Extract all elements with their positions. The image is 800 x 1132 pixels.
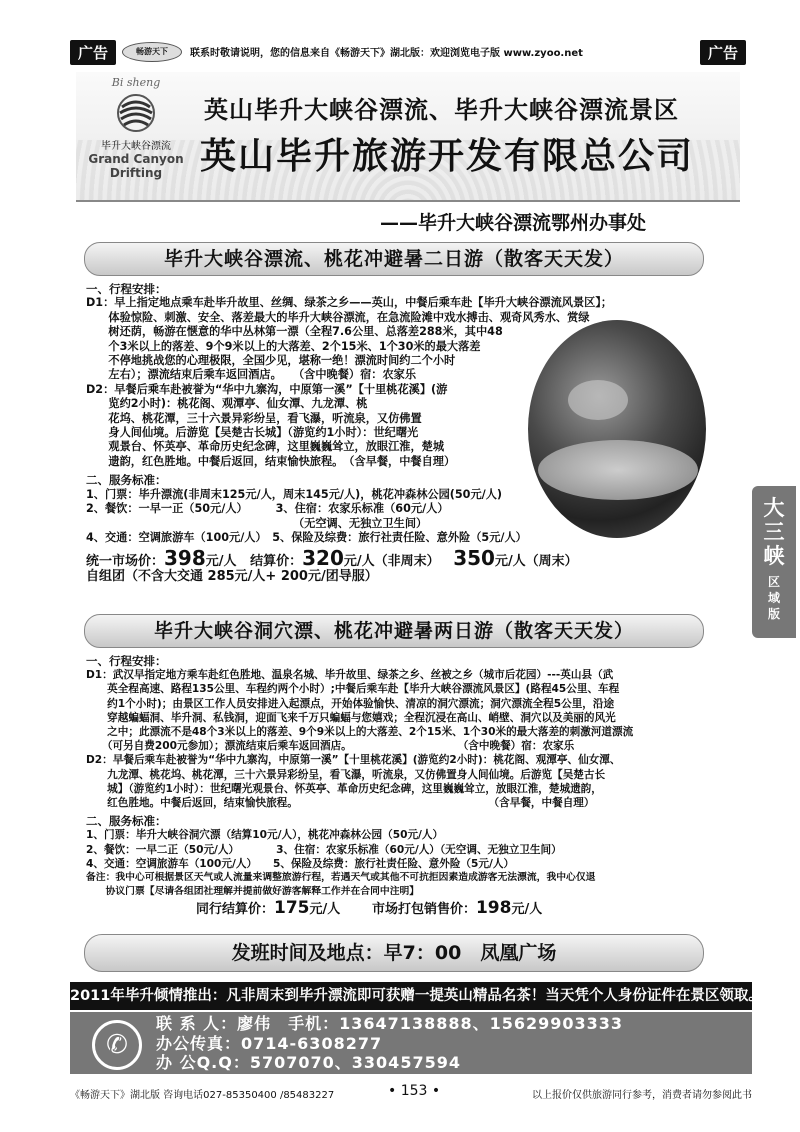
- tour1-service-line: 2、餐饮：一早一正（50元/人） 3、住宿：农家乐标准（60元/人）: [86, 502, 449, 516]
- tour2-schedule-line: D1：武汉早指定地方乘车赴红色胜地、温泉名城、毕升故里、绿茶之乡、丝被之乡（城市后花园）---英山县（武: [86, 669, 614, 682]
- tour1-schedule-line: 身人间仙境。后游览【吴楚古长城】（游览约1小时）：世纪曙光: [86, 426, 419, 440]
- tour2-price-label2: 市场打包销售价：: [371, 902, 476, 918]
- tour2-service-line: 2、餐饮：一早二正（50元/人） 3、住宿：农家乐标准（60元/人）（无空调、无独立卫生间）: [86, 843, 562, 856]
- logo-script: Bi sheng: [111, 76, 161, 89]
- tour1-schedule-heading: 一、行程安排：: [86, 282, 167, 296]
- tour2-note-line: 备注：我中心可根据景区天气或人流量来调整旅游行程，若遇天气或其他不可抗拒因素造成游客无法漂流，我中心仅退: [86, 872, 596, 884]
- tour1-service-line: 1、门票：毕升漂流(非周末125元/人，周末145元/人)，桃花冲森林公园(50元/人): [86, 487, 503, 501]
- side-tab-small: 域: [767, 591, 780, 605]
- side-tab-small: 区: [767, 575, 780, 589]
- tour1-schedule-line: 览约2小时)：桃花阁、观潭亭、仙女潭、九龙潭、桃: [86, 397, 368, 411]
- tour2-schedule-line: 穿越蝙蝠洞、毕升洞、私钱洞，迎面飞来千万只蝙蝠与您嬉戏；全程沉浸在高山、峭壁、洞穴以及美丽的风光: [86, 711, 616, 724]
- tour2-schedule-heading: 一、行程安排：: [86, 654, 167, 668]
- company-banner: [76, 72, 740, 202]
- tour2-title: 毕升大峡谷洞穴漂、桃花冲避暑两日游（散客天天发）: [84, 614, 704, 648]
- magazine-logo: 畅游天下: [122, 42, 182, 62]
- tour2-schedule-line: D2：早餐后乘车赴被誉为“华中九寨沟，中原第一溪”【十里桃花溪】(游览约2小时)：桃花阁、观潭亭、仙女潭、: [86, 754, 621, 767]
- tour1-service-heading: 二、服务标准：: [86, 473, 167, 488]
- ad-label-left: 广告: [70, 40, 116, 65]
- tour1-schedule-line: 体验惊险、刺激、安全、落差最大的毕升大峡谷漂流，在急流险滩中戏水搏击、观奇风秀水、赏绿: [86, 310, 590, 324]
- logo-cn-text: 毕升大峡谷漂流: [101, 141, 171, 152]
- tour2-price1: 175: [274, 898, 310, 919]
- banner-title: 英山毕升旅游开发有限总公司: [200, 135, 695, 177]
- tour2-schedule-line: 英全程高速、路程135公里、车程约两个小时）;中餐后乘车赴【毕升大峡谷漂流风景区】(路程45公里、车程: [86, 683, 620, 696]
- top-bar: [70, 40, 746, 62]
- phone-icon: ✆: [92, 1020, 142, 1070]
- tour2-schedule-line: 之中；此漂流不是48个3米以上的落差、9个9米以上的大落差、2个15米、1个30米的最大落差的刺激河道漂流: [86, 726, 634, 739]
- side-tab-small: 版: [767, 607, 780, 621]
- ad-label-right: 广告: [700, 40, 746, 65]
- tour2-schedule-line: 约1个小时)；由景区工作人员安排进入起漂点，开始体验愉快、清凉的洞穴漂流；洞穴漂流全程5公里，沿途: [86, 697, 615, 710]
- tour1-price1: 398: [164, 546, 206, 571]
- tour1-service-line: （无空调、无独立卫生间）: [86, 516, 428, 530]
- promo-banner: 2011年毕升倾情推出：凡非周末到毕升漂流即可获赠一提英山精品名茶！当天凭个人身份证件在景区领取。: [70, 982, 752, 1010]
- contact-lines: [156, 1014, 623, 1073]
- page-number: • 153 •: [388, 1083, 441, 1099]
- tour2-price2: 198: [475, 898, 512, 919]
- tour1-price-unit2: 元/人（非周末）: [343, 554, 440, 570]
- logo-mark-icon: [114, 93, 158, 133]
- side-tab-char: 三: [763, 520, 785, 544]
- contact-panel: [70, 1012, 752, 1074]
- tour1-schedule-line: D2：早餐后乘车赴被誉为“华中九寨沟，中原第一溪”【十里桃花溪】(游: [86, 382, 448, 396]
- footer-disclaimer: 以上报价仅供旅游同行参考，消费者请勿参阅此书: [532, 1090, 752, 1101]
- logo-en-line1: Grand Canyon: [88, 152, 184, 166]
- departure-info: 发班时间及地点：早7：00 凤凰广场: [84, 934, 704, 972]
- tour1-schedule-line: 树还荫，畅游在惬意的华中丛林第一漂（全程7.6公里、总落差288米，其中48: [86, 325, 503, 339]
- tour2-schedule-line: 红色胜地。中餐后返回，结束愉快旅程。 （含早餐，中餐自理）: [86, 797, 595, 810]
- tour1-schedule-line: 左右）；漂流结束后乘车返回酒店。 （含中晚餐）宿：农家乐: [86, 368, 417, 382]
- contact-fax: 办公传真：0714-6308277: [156, 1033, 383, 1053]
- region-side-tab: [752, 486, 796, 638]
- side-tab-char: 峡: [763, 544, 785, 568]
- tour1-price-line: [86, 546, 746, 571]
- top-note: 联系时敬请说明，您的信息来自《畅游天下》湖北版：欢迎浏览电子版 www.zyoo.net: [190, 48, 583, 59]
- tour1-schedule-line: 观景台、怀英亭、革命历史纪念碑，这里巍巍耸立，放眼江淮，楚城: [86, 440, 445, 454]
- tour2-service-heading: 二、服务标准：: [86, 814, 167, 829]
- tour1-schedule-line: 花坞、桃花潭，三十六景异彩纷呈，看飞瀑，听流泉，又仿佛置: [86, 411, 422, 425]
- logo-en-line2: Drifting: [109, 166, 163, 180]
- tour2-schedule-line: （可另自费200元参加）；漂流结束后乘车返回酒店。 （含中晚餐）宿：农家乐: [86, 740, 575, 753]
- office-name: ——毕升大峡谷漂流鄂州办事处: [380, 212, 647, 234]
- tour1-price-unit1: 元/人: [205, 554, 237, 570]
- tour1-group-note: 自组团（不含大交通 285元/人+ 200元/团导服）: [86, 568, 378, 584]
- tour2-service-line: 4、交通：空调旅游车（100元/人） 5、保险及综费：旅行社责任险、意外险（5元/人）: [86, 857, 515, 870]
- tour2-schedule-line: 城】（游览约1小时）：世纪曙光观景台、怀英亭、革命历史纪念碑，这里巍巍耸立，放眼江淮，楚城遗韵，: [86, 782, 602, 795]
- tour1-price-label2: 结算价：: [250, 554, 303, 570]
- tour1-schedule-line: D1：早上指定地点乘车赴毕升故里、丝绸、绿茶之乡——英山，中餐后乘车赴【毕升大峡谷漂流风景区】；: [86, 296, 613, 310]
- contact-qq: 办 公Q.Q：5707070、330457594: [156, 1053, 461, 1072]
- tour1-service-line: 4、交通：空调旅游车（100元/人） 5、保险及综费：旅行社责任险、意外险（5元/人）: [86, 530, 527, 544]
- tour1-price2: 320: [302, 546, 344, 571]
- company-logo: [80, 76, 192, 194]
- tour2-details: [86, 654, 706, 918]
- tour1-schedule-line: 不停地挑战您的心理极限，全国少见，堪称一绝！漂流时间约二个小时: [86, 354, 456, 368]
- tour2-price-line: [196, 898, 706, 919]
- side-tab-char: 大: [763, 496, 785, 520]
- tour1-title: 毕升大峡谷漂流、桃花冲避暑二日游（散客天天发）: [84, 242, 704, 276]
- tour1-price-unit3: 元/人（周末）: [494, 554, 578, 570]
- tour1-schedule-line: 个3米以上的落差、9个9米以上的大落差、2个15米、1个30米的最大落差: [86, 339, 481, 353]
- tour2-schedule-line: 九龙潭、桃花坞、桃花潭，三十六景异彩纷呈，看飞瀑，听流泉，又仿佛置身人间仙境。后游览【吴楚古长: [86, 768, 606, 781]
- tour2-note-line: 协议门票【尽请各组团社理解并提前做好游客解释工作并在合同中注明】: [86, 886, 420, 898]
- tour1-price-label1: 统一市场价：: [86, 554, 165, 570]
- banner-subtitle: 英山毕升大峡谷漂流、毕升大峡谷漂流景区: [204, 95, 679, 124]
- tour1-details: [86, 282, 746, 584]
- footer-publication: 《畅游天下》湖北版 咨询电话027-85350400 /85483227: [70, 1090, 335, 1101]
- contact-person: 联 系 人：廖伟 手机：13647138888、15629903333: [156, 1014, 624, 1033]
- tour2-price-label1: 同行结算价：: [196, 902, 275, 918]
- tour1-price3: 350: [453, 546, 495, 571]
- tour2-price-unit2: 元/人: [511, 902, 543, 918]
- tour1-schedule-line: 遗韵，红色胜地。中餐后返回，结束愉快旅程。 （含早餐，中餐自理）: [86, 454, 456, 468]
- tour2-price-unit1: 元/人: [309, 902, 341, 918]
- tour2-service-line: 1、门票：毕升大峡谷洞穴漂（结算10元/人），桃花冲森林公园（50元/人）: [86, 829, 444, 842]
